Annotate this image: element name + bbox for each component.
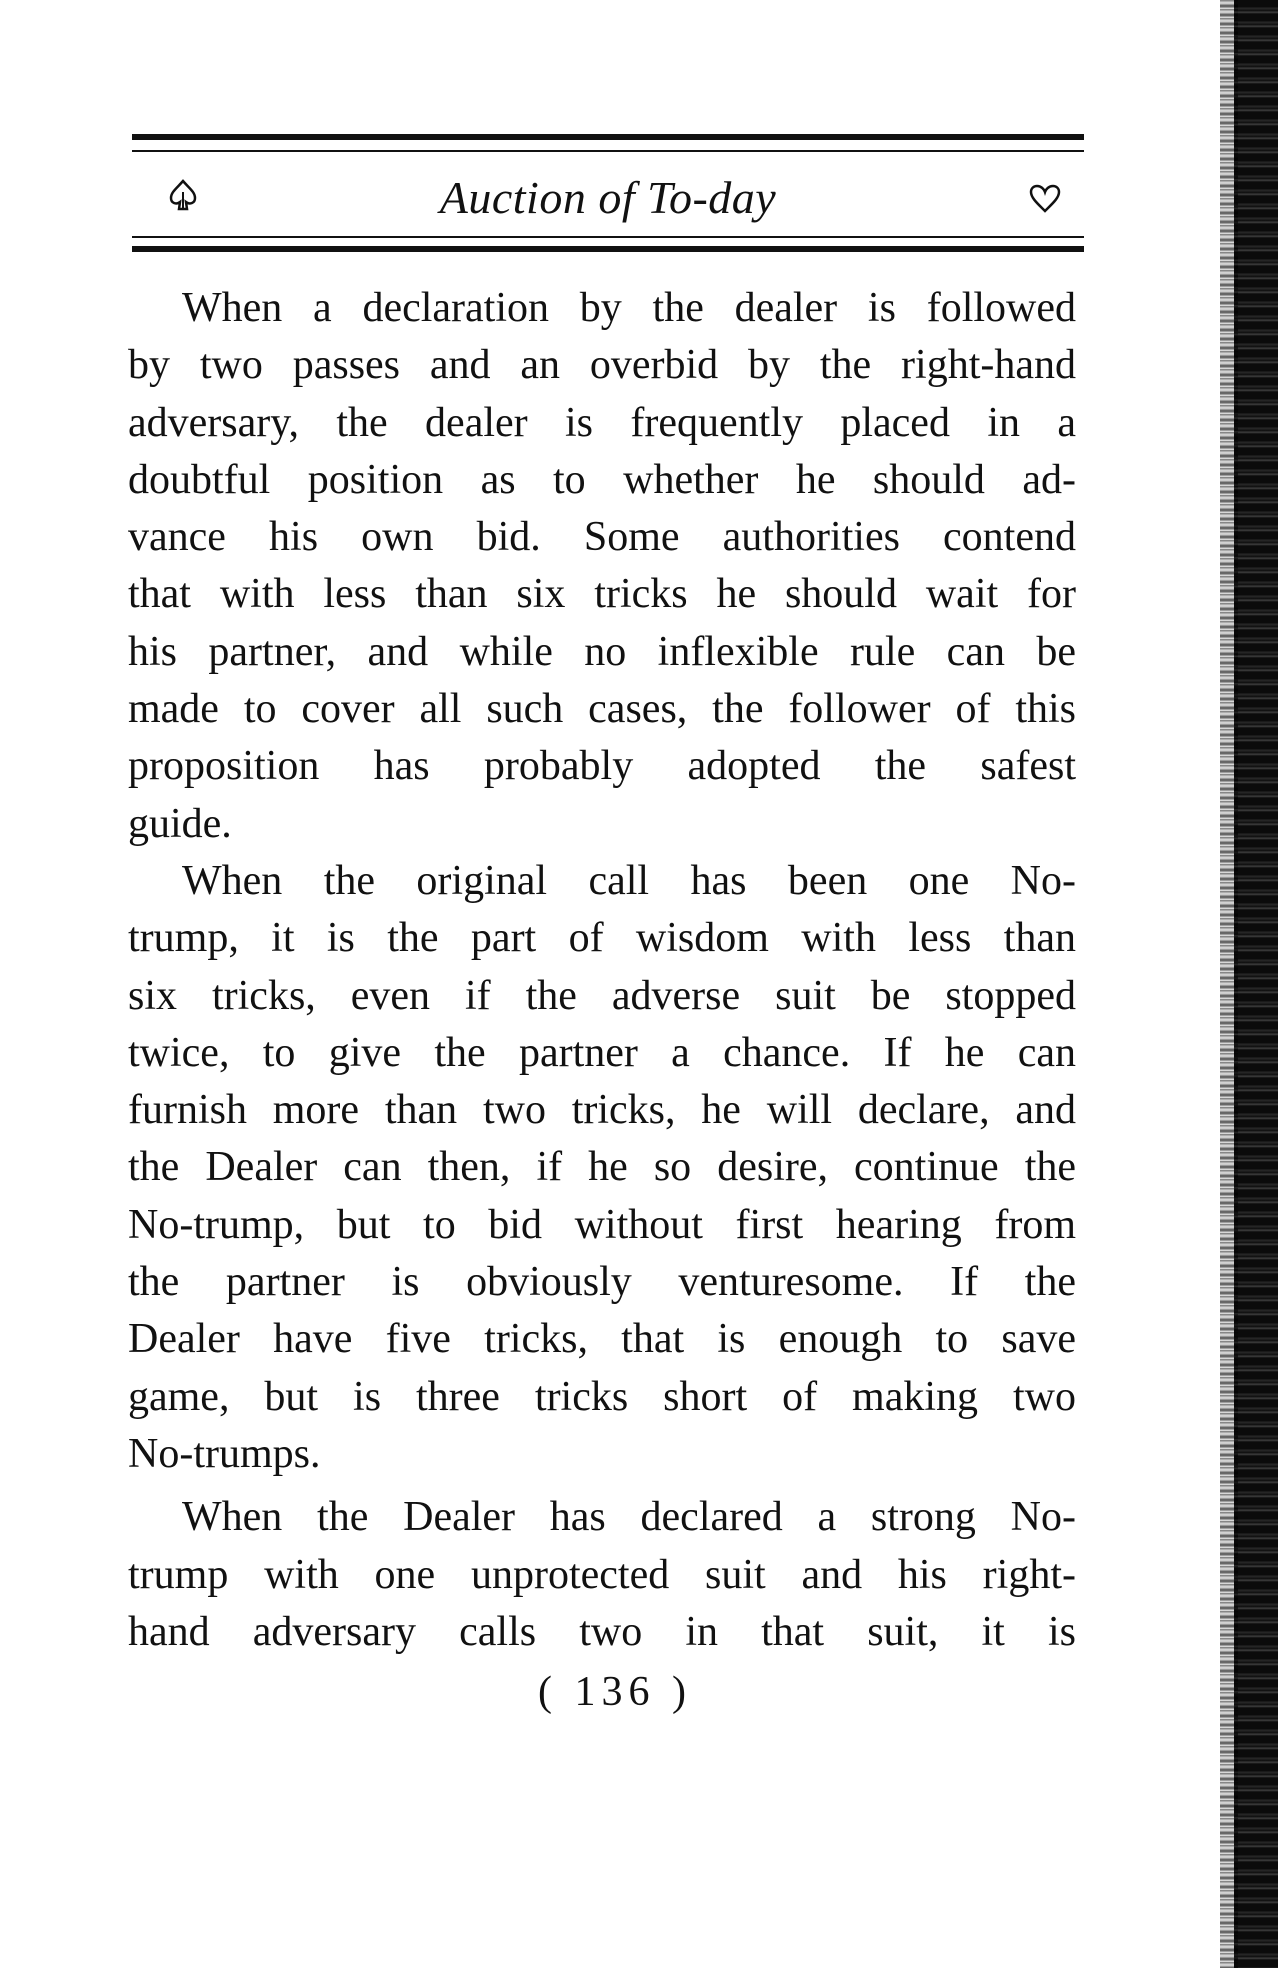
text-line: the Dealer can then, if he so desire, continue the bbox=[128, 1144, 1076, 1191]
text-line: guide. bbox=[128, 800, 232, 847]
text-line: vance his own bid. Some authorities contend bbox=[128, 514, 1076, 561]
text-line: When a declaration by the dealer is followed bbox=[182, 285, 1076, 331]
text-line: Dealer have five tricks, that is enough to save bbox=[128, 1316, 1076, 1363]
text-line: No-trump, but to bid without first hearing from bbox=[128, 1201, 1076, 1248]
running-head bbox=[132, 166, 1084, 232]
text-line: furnish more than two tricks, he will declare, and bbox=[128, 1087, 1076, 1134]
text-line: his partner, and while no inflexible rule can be bbox=[128, 628, 1076, 675]
text-line: six tricks, even if the adverse suit be stopped bbox=[128, 972, 1076, 1019]
scanned-binding-edge bbox=[1234, 0, 1278, 1968]
text-line: adversary, the dealer is frequently placed in a bbox=[128, 399, 1076, 446]
text-line: When the Dealer has declared a strong No- bbox=[182, 1494, 1076, 1541]
text-line: proposition has probably adopted the safest bbox=[128, 743, 1076, 790]
text-line: trump with one unprotected suit and his right- bbox=[128, 1551, 1076, 1598]
text-line: made to cover all such cases, the follower of this bbox=[128, 686, 1076, 733]
text-line: When the original call has been one No- bbox=[182, 857, 1076, 904]
text-line: doubtful position as to whether he should ad- bbox=[128, 456, 1076, 503]
running-title: Auction of To-day bbox=[439, 172, 777, 223]
text-line: game, but is three tricks short of making two bbox=[128, 1373, 1076, 1420]
text-line: the partner is obviously venturesome. If the bbox=[128, 1259, 1076, 1306]
text-line: twice, to give the partner a chance. If he can bbox=[128, 1029, 1076, 1076]
header-rule-bottom-thin bbox=[132, 236, 1084, 238]
header-rule-top-thick bbox=[132, 134, 1084, 140]
text-line: that with less than six tricks he should wait for bbox=[128, 571, 1076, 618]
page-number: ( 136 ) bbox=[538, 1669, 692, 1715]
header-rule-bottom-thick bbox=[132, 246, 1084, 252]
text-line: trump, it is the part of wisdom with less than bbox=[128, 915, 1076, 962]
body-text bbox=[128, 280, 1076, 1661]
text-line: No-trumps. bbox=[128, 1430, 321, 1477]
heart-icon bbox=[1028, 184, 1062, 214]
text-line: by two passes and an overbid by the right-hand bbox=[128, 342, 1076, 389]
text-line: hand adversary calls two in that suit, it is bbox=[128, 1608, 1076, 1655]
header-rule-top-thin bbox=[132, 150, 1084, 152]
